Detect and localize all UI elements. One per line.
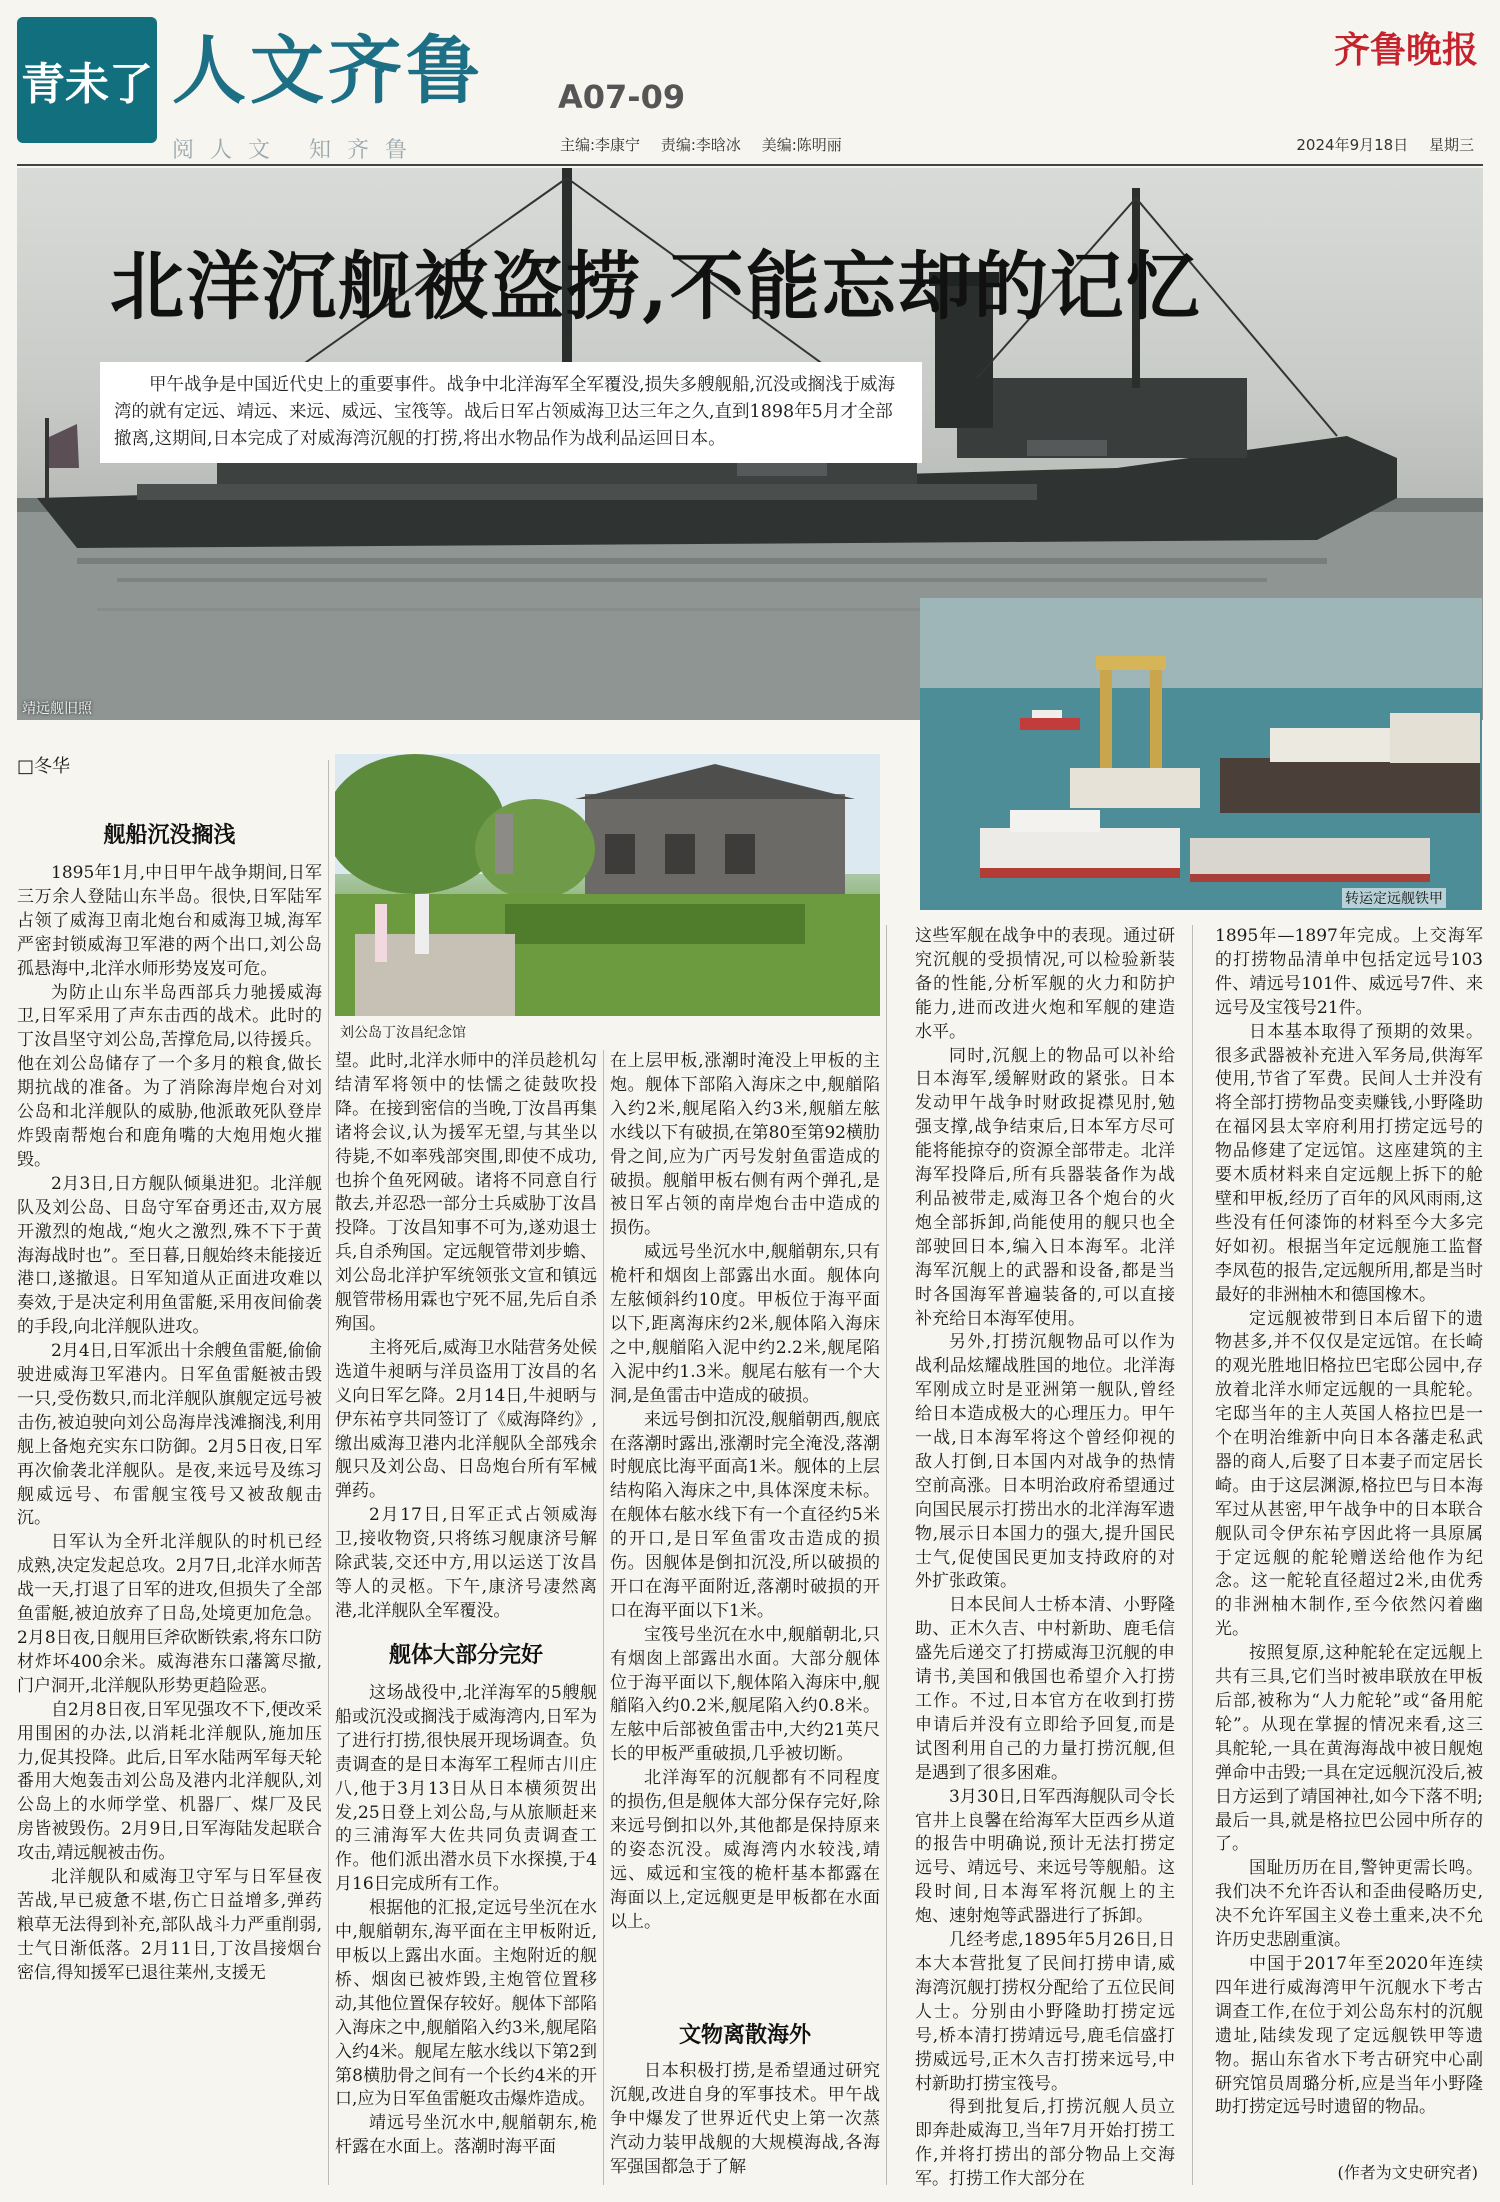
chief-editor: 主编:李康宁 xyxy=(560,136,641,154)
paragraph: 几经考虑,1895年5月26日,日本大本营批复了民间打捞申请,威海湾沉舰打捞权分配给了五位民间人士。分别由小野隆助打捞定远号,桥本清打捞靖远号,鹿毛信盛打捞威远号,正木久吉打捞来远号,中村新助打捞宝筏号。 xyxy=(915,1930,1175,2094)
paragraph: 这些军舰在战争中的表现。通过研究沉舰的受损情况,可以检验新装备的性能,分析军舰的火力和防护能力,进而改进火炮和军舰的建造水平。 xyxy=(915,926,1175,1042)
section-title: 人文齐鲁 xyxy=(172,28,484,114)
article-byline: □冬华 xyxy=(17,756,71,777)
column-divider xyxy=(328,760,329,2185)
paragraph: 日本基本取得了预期的效果。很多武器被补充进入军务局,供海军使用,节省了军费。民间人士并没有将全部打捞物品变卖赚钱,小野隆助在福冈县太宰府利用打捞定远号的物品修建了定远馆。这座建筑的主要木质材料来自定远舰上拆下的舱壁和甲板,经历了百年的风风雨雨,这些没有任何漆饰的材料至今大多完好如初。根据当年定远舰施工监督李凤苞的报告,定远舰所用,都是当时最好的非洲柚木和德国橡木。 xyxy=(1215,1021,1483,1305)
dateline xyxy=(1280,134,1474,155)
hero-caption: 靖远舰旧照 xyxy=(22,701,92,717)
section-heading-sinking: 舰船沉没搁浅 xyxy=(103,823,236,848)
paragraph: 靖远号坐沉水中,舰艏朝东,桅杆露在水面上。落潮时海平面 xyxy=(335,2113,597,2158)
paragraph: 来远号倒扣沉没,舰艏朝西,舰底在落潮时露出,涨潮时完全淹没,落潮时舰底比海平面高1米。舰体的上层结构陷入海床之中,具体深度未标。在舰体右舷水线下有一个直径约5米的开口,是日军鱼雷攻击造成的损伤。因舰体是倒扣沉没,所以破损的开口在海平面附近,落潮时破损的开口在海平面以下1米。 xyxy=(610,1409,880,1621)
paragraph: 这场战役中,北洋海军的5艘舰船或沉没或搁浅于威海湾内,日军为了进行打捞,很快展开现场调查。负责调查的是日本海军工程师古川庄八,他于3月13日从日本横须贺出发,25日登上刘公岛,与从旅顺赶来的三浦海军大佐共同负责调查工作。他们派出潜水员下水探摸,于4月16日完成所有工作。 xyxy=(335,1683,597,1895)
paragraph: 在上层甲板,涨潮时淹没上甲板的主炮。舰体下部陷入海床之中,舰艏陷入约2米,舰尾陷入约3米,舰艏左舷水线以下有破损,在第80至第92横肋骨之间,应为广丙号发射鱼雷造成的破损。舰艏甲板右侧有两个弹孔,是被日军占领的南岸炮台击中造成的损伤。 xyxy=(610,1051,880,1239)
paragraph: 中国于2017年至2020年连续四年进行威海湾甲午沉舰水下考古调查工作,在位于刘公岛东村的沉舰遗址,陆续发现了定远舰铁甲等遗物。据山东省水下考古研究中心副研究馆员周璐分析,应是当年小野隆助打捞定远号时遗留的物品。 xyxy=(1215,1953,1483,2118)
newspaper-brand: 齐鲁晚报 xyxy=(1333,29,1478,71)
paragraph: 1895年1月,中日甲午战争期间,日军三万余人登陆山东半岛。很快,日军陆军占领了威海卫南北炮台和威海卫城,海军严密封锁威海卫军港的两个出口,刘公岛孤悬海中,北洋水师形势岌岌可危。 xyxy=(17,863,322,979)
column-divider xyxy=(886,925,887,2185)
duty-editor: 责编:李晗冰 xyxy=(660,136,741,154)
article-headline: 北洋沉舰被盗捞,不能忘却的记忆 xyxy=(110,244,1202,330)
paragraph: 3月30日,日军西海舰队司令长官井上良馨在给海军大臣西乡从道的报告中明确说,预计无法打捞定远号、靖远号、来远号等舰船。这段时间,日本海军将沉舰上的主炮、速射炮等武器进行了拆卸。 xyxy=(915,1786,1175,1927)
column-5 xyxy=(1215,925,1483,2147)
salvage-barges-illustration xyxy=(920,598,1482,910)
column-4 xyxy=(915,925,1175,2187)
memorial-photo xyxy=(335,754,880,1016)
logo-qingweiliao: 青未了 xyxy=(17,17,157,143)
paragraph: 得到批复后,打捞沉舰人员立即奔赴威海卫,当年7月开始打捞工作,并将打捞出的部分物品上交海军。打捞工作大部分在 xyxy=(915,2097,1175,2187)
memorial-caption: 刘公岛丁汝昌纪念馆 xyxy=(340,1025,466,1041)
article-intro: 甲午战争是中国近代史上的重要事件。战争中北洋海军全军覆没,损失多艘舰船,沉没或搁浅于威海湾的就有定远、靖远、来远、威远、宝筏等。战后日军占领威海卫达三年之久,直到1898年5月才全部撤离,这期间,日本完成了对威海湾沉舰的打捞,将出水物品作为战利品运回日本。 xyxy=(100,362,922,463)
section-heading-hull-intact: 舰体大部分完好 xyxy=(388,1643,543,1668)
memorial-garden-illustration xyxy=(335,754,880,1016)
salvage-photo xyxy=(920,598,1482,910)
editor-credits xyxy=(560,134,858,155)
column-2-b xyxy=(335,1682,597,2187)
art-editor: 美编:陈明丽 xyxy=(761,136,842,154)
paragraph: 威远号坐沉水中,舰艏朝东,只有桅杆和烟囱上部露出水面。舰体向左舷倾斜约10度。甲板位于海平面以下,距离海床约2米,舰体陷入海床之中,舰艏陷入泥中约2.2米,舰尾陷入泥中约1.3米。舰尾右舷有一个大洞,是鱼雷击中造成的破损。 xyxy=(610,1242,880,1406)
paragraph: 按照复原,这种舵轮在定远舰上共有三具,它们当时被串联放在甲板后部,被称为“人力舵轮”或“备用舵轮”。从现在掌握的情况来看,这三具舵轮,一具在黄海海战中被日舰炮弹命中击毁;一具在定远舰沉没后,被日方运到了靖国神社,如今下落不明;最后一具,就是格拉巴公园中所存的了。 xyxy=(1215,1643,1483,1855)
column-divider xyxy=(603,1050,604,2185)
paragraph: 自2月8日夜,日军见强攻不下,便改采用围困的办法,以消耗北洋舰队,施加压力,促其投降。此后,日军水陆两军每天轮番用大炮轰击刘公岛及港内北洋舰队,刘公岛上的水师学堂、机器厂、煤厂及民房皆被毁伤。2月9日,日军海陆发起联合攻击,靖远舰被击伤。 xyxy=(17,1699,322,1864)
paragraph: 宝筏号坐沉在水中,舰艏朝北,只有烟囱上部露出水面。大部分舰体位于海平面以下,舰体陷入海床中,舰艏陷入约0.2米,舰尾陷入约0.8米。左舷中后部被鱼雷击中,大约21英尺长的甲板严重破损,几乎被切断。 xyxy=(610,1624,880,1765)
paragraph: 另外,打捞沉舰物品可以作为战利品炫耀战胜国的地位。北洋海军刚成立时是亚洲第一舰队,曾经给日本造成极大的心理压力。甲午一战,日本海军将这个曾经仰视的敌人打倒,日本国内对战争的热情空前高涨。日本明治政府希望通过向国民展示打捞出水的北洋海军遗物,展示日本国力的强大,提升国民士气,促使国民更加支持政府的对外扩张政策。 xyxy=(915,1332,1175,1592)
salvage-caption: 转运定远舰铁甲 xyxy=(1342,888,1446,908)
column-divider xyxy=(1192,925,1193,2185)
paragraph: 2月17日,日军正式占领威海卫,接收物资,只将练习舰康济号解除武装,交还中方,用以运送丁汝昌等人的灵柩。下午,康济号凄然离港,北洋舰队全军覆没。 xyxy=(335,1505,597,1621)
column-1 xyxy=(17,862,322,2187)
paragraph: 望。此时,北洋水师中的洋员趁机勾结清军将领中的怯懦之徒鼓吹投降。在接到密信的当晚,丁汝昌再集诸将会议,认为援军无望,与其坐以待毙,不如率残部突围,即使不成功,也拚个鱼死网破。诸将不同意自行散去,并忍恐一部分士兵威胁丁汝昌投降。丁汝昌知事不可为,遂劝退士兵,自杀殉国。定远舰管带刘步蟾、刘公岛北洋护军统领张文宣和镇远舰管带杨用霖也宁死不屈,先后自杀殉国。 xyxy=(335,1051,597,1334)
paragraph: 北洋海军的沉舰都有不同程度的损伤,但是舰体大部分保存完好,除来远号倒扣以外,其他都是保持原来的姿态沉没。威海湾内水较浅,靖远、威远和宝筏的桅杆基本都露在海面以上,定远舰更是甲板都在水面以上。 xyxy=(610,1768,880,1932)
column-2 xyxy=(335,1050,597,1650)
paragraph: 日本民间人士桥本清、小野隆助、正木久吉、中村新助、鹿毛信盛先后递交了打捞威海卫沉舰的申请书,美国和俄国也希望介入打捞工作。不过,日本官方在收到打捞申请后并没有立即给予回复,而是试图利用自己的力量打捞沉舰,但是遇到了很多困难。 xyxy=(915,1595,1175,1783)
author-note: (作者为文史研究者) xyxy=(1337,2163,1478,2182)
paragraph: 定远舰被带到日本后留下的遗物甚多,并不仅仅是定远馆。在长崎的观光胜地旧格拉巴宅邸公园中,存放着北洋水师定远舰的一具舵轮。宅邸当年的主人英国人格拉巴是一个在明治维新中向日本各藩走私武器的商人,后娶了日本妻子而定居长崎。由于这层渊源,格拉巴与日本海军过从甚密,甲午战争中的日本联合舰队司令伊东祐亨因此将一具原属于定远舰的舵轮赠送给他作为纪念。这一舵轮直径超过2米,由优秀的非洲柚木制作,至今依然闪着幽光。 xyxy=(1215,1308,1483,1640)
paragraph: 2月4日,日军派出十余艘鱼雷艇,偷偷驶进威海卫军港内。日军鱼雷艇被击毁一只,受伤数只,而北洋舰队旗舰定远号被击伤,被迫驶向刘公岛海岸浅滩搁浅,利用舰上备炮充实东口防御。2月5日夜,日军再次偷袭北洋舰队。是夜,来远号及练习舰威远号、布雷舰宝筏号又被敌舰击沉。 xyxy=(17,1341,322,1529)
section-slogan: 阅人文 知齐鲁 xyxy=(172,138,423,163)
paragraph: 日军认为全歼北洋舰队的时机已经成熟,决定发起总攻。2月7日,北洋水师苦战一天,打退了日军的进攻,但损失了全部鱼雷艇,被迫放弃了日岛,处境更加危急。2月8日夜,日舰用巨斧砍断铁索,将东口防材炸坏400余米。威海港东口藩篱尽撤,门户洞开,北洋舰队形势更趋险恶。 xyxy=(17,1532,322,1696)
column-3 xyxy=(610,1050,880,2030)
issue-weekday: 星期三 xyxy=(1428,136,1474,154)
section-heading-relics-scattered: 文物离散海外 xyxy=(678,2023,811,2048)
paragraph: 同时,沉舰上的物品可以补给日本海军,缓解财政的紧张。日本发动甲午战争时财政捉襟见肘,勉强支撑,战争结束后,日本军方尽可能将能掠夺的资源全部带走。北洋海军投降后,所有兵器装备作为战利品被带走,威海卫各个炮台的火炮全部拆卸,尚能使用的舰只也全部驶回日本,编入日本海军。北洋海军沉舰上的武器和设备,都是当时各国海军普遍装备的,可以直接补充给日本海军使用。 xyxy=(915,1045,1175,1329)
paragraph: 北洋舰队和威海卫守军与日军昼夜苦战,早已疲惫不堪,伤亡日益增多,弹药粮草无法得到补充,部队战斗力严重削弱,士气日渐低落。2月11日,丁汝昌接烟台密信,得知援军已退往莱州,支援无 xyxy=(17,1867,322,1983)
masthead-rule xyxy=(17,164,1483,166)
paragraph: 日本积极打捞,是希望通过研究沉舰,改进自身的军事技术。甲午战争中爆发了世界近代史上第一次蒸汽动力装甲战舰的大规模海战,各海军强国都急于了解 xyxy=(610,2061,880,2177)
paragraph: 2月3日,日方舰队倾巢进犯。北洋舰队及刘公岛、日岛守军奋勇还击,双方展开激烈的炮战,“炮火之激烈,殊不下于黄海海战时也”。至日暮,日舰始终未能接近港口,遂撤退。日军知道从正面进攻难以奏效,于是决定利用鱼雷艇,采用夜间偷袭的手段,向北洋舰队进攻。 xyxy=(17,1173,322,1338)
paragraph: 主将死后,威海卫水陆营务处候选道牛昶昞与洋员盗用丁汝昌的名义向日军乞降。2月14日,牛昶昞与伊东祐亨共同签订了《威海降约》,缴出威海卫港内北洋舰队全部残余舰只及刘公岛、日岛炮台所有军械弹药。 xyxy=(335,1337,597,1502)
paragraph: 为防止山东半岛西部兵力驰援威海卫,日军采用了声东击西的战术。此时的丁汝昌坚守刘公岛,苦撑危局,以待援兵。他在刘公岛储存了一个多月的粮食,做长期抗战的准备。为了消除海岸炮台对刘公岛和北洋舰队的威胁,他派敢死队登岸炸毁南帮炮台和鹿角嘴的大炮用炮火摧毁。 xyxy=(17,982,322,1170)
issue-date: 2024年9月18日 xyxy=(1296,136,1409,154)
page-code: A07-09 xyxy=(558,78,686,116)
paragraph: 根据他的汇报,定远号坐沉在水中,舰艏朝东,海平面在主甲板附近,甲板以上露出水面。主炮附近的舰桥、烟囱已被炸毁,主炮管位置移动,其他位置保存较好。舰体下部陷入海床之中,舰艏陷入约3米,舰尾陷入约4米。舰尾左舷水线以下第2到第8横肋骨之间有一个长约4米的开口,应为日军鱼雷艇攻击爆炸造成。 xyxy=(335,1898,597,2110)
column-3-b xyxy=(610,2060,880,2187)
paragraph: 1895年—1897年完成。上交海军的打捞物品清单中包括定远号103件、靖远号101件、威远号7件、来远号及宝筏号21件。 xyxy=(1215,926,1483,1018)
paragraph: 国耻历历在目,警钟更需长鸣。我们决不允许否认和歪曲侵略历史,决不允许军国主义卷土重来,决不允许历史悲剧重演。 xyxy=(1215,1858,1483,1951)
